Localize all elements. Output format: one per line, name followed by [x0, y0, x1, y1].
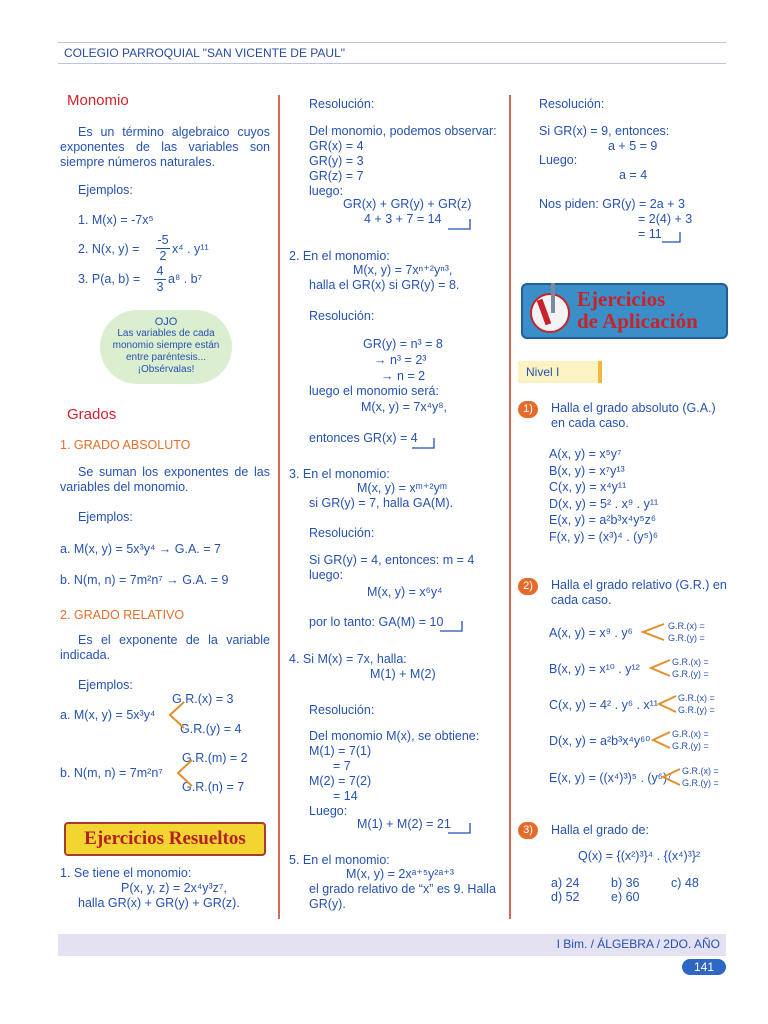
problem-5-line3: el grado relativo de “x” es 9. Halla GR(y). [309, 882, 496, 911]
problem-3-line1: 3. En el monomio: [289, 467, 390, 481]
r1-line: luego: [309, 184, 344, 198]
answer-check-icon [438, 619, 466, 633]
example-3-right: a⁸ . b⁷ [168, 272, 203, 286]
gr-b-m: G.R.(m) = 2 [182, 751, 248, 765]
r4-line: M(2) = 7(2) [309, 774, 372, 788]
example-2-num: -5 [157, 233, 169, 247]
grx-label: G.R.(x) = [682, 766, 719, 776]
r2-line3: → n = 2 [381, 369, 426, 383]
grx-label: G.R.(x) = [678, 693, 715, 703]
r3-line4: por lo tanto: GA(M) = 10 [309, 615, 444, 629]
q1-item: C(x, y) = x⁴y¹¹ [549, 480, 627, 494]
grado-relativo-definition: Es el exponente de la variable indicada. [60, 633, 270, 662]
page-header [58, 42, 726, 64]
column-divider-1 [278, 95, 280, 919]
example-3-den: 3 [156, 280, 164, 294]
example-2-left: 2. N(x, y) = [78, 242, 140, 256]
monomio-title: Monomio [67, 92, 129, 109]
r4-line: = 14 [333, 789, 358, 803]
q1-item: A(x, y) = x⁵y⁷ [549, 447, 622, 461]
gr-b-n: G.R.(n) = 7 [182, 780, 245, 794]
r5-line2: a + 5 = 9 [608, 139, 658, 153]
q2-item: A(x, y) = x⁹ . y⁶ [549, 626, 633, 640]
r1-line: GR(y) = 3 [309, 154, 364, 168]
resolucion-label: Resolución: [309, 97, 375, 111]
gr-example-a: a. M(x, y) = 5x³y⁴ [60, 708, 156, 722]
branch-arrow-icon [166, 700, 186, 730]
option-b: b) 36 [611, 876, 640, 890]
branch-arrow-icon [174, 758, 194, 788]
grados-title: Grados [67, 406, 117, 423]
page-footer [58, 934, 726, 956]
grx-label: G.R.(x) = [672, 657, 709, 667]
q1-item: F(x, y) = (x³)⁴ . (y⁵)⁶ [549, 529, 659, 544]
r5-line4: a = 4 [619, 168, 648, 182]
question-number-2: 2) [518, 578, 538, 595]
example-3-num: 4 [154, 264, 166, 280]
r5-line6: = 2(4) + 3 [638, 212, 693, 226]
banner-line1: Ejercicios [577, 287, 666, 311]
nivel-label: Nivel I [518, 361, 602, 383]
gr-ejemplos-label: Ejemplos: [78, 678, 133, 692]
problem-5-line2: M(x, y) = 2xᵃ⁺⁵y²ᵃ⁺³ [346, 867, 454, 881]
r5-line5: Nos piden: GR(y) = 2a + 3 [539, 197, 685, 211]
grx-label: G.R.(x) = [668, 621, 705, 631]
r3-line2: luego: [309, 568, 344, 582]
question-1-text: Halla el grado absoluto (G.A.) en cada caso. [551, 401, 716, 430]
ga-example-a: a. M(x, y) = 5x³y⁴ → G.A. = 7 [60, 542, 221, 556]
question-number-1: 1) [518, 401, 538, 418]
r4-result: M(1) + M(2) = 21 [357, 817, 451, 831]
r2-line4: luego el monomio será: [309, 384, 439, 398]
option-e: e) 60 [611, 890, 640, 904]
problem-1-line2: P(x, y, z) = 2x⁴y³z⁷, [121, 881, 227, 895]
gry-label: G.R.(y) = [682, 778, 719, 788]
problem-4-line2: M(1) + M(2) [370, 667, 436, 681]
r1-line: GR(z) = 7 [309, 169, 364, 183]
resolucion-label: Resolución: [309, 526, 375, 540]
banner-line2: de Aplicación [577, 309, 698, 333]
ojo-text: Las variables de cada monomio siempre están entre paréntesis... ¡Obsérvalas! [112, 328, 220, 375]
gr-example-b: b. N(m, n) = 7m²n⁷ [60, 766, 163, 780]
r5-line1: Si GR(x) = 9, entonces: [539, 124, 670, 138]
problem-2-line1: 2. En el monomio: [289, 249, 390, 263]
r4-line: M(1) = 7(1) [309, 744, 372, 758]
ejemplos-label: Ejemplos: [78, 183, 133, 197]
r1-block [309, 124, 497, 199]
question-2-text: Halla el grado relativo (G.R.) en cada caso. [551, 578, 727, 607]
ojo-note [100, 310, 232, 384]
problem-1-line3: halla GR(x) + GR(y) + GR(z). [78, 896, 240, 910]
r4-line: Luego: [309, 804, 348, 818]
q1-item: D(x, y) = 5² . x⁹ . y¹¹ [549, 496, 659, 511]
gry-label: G.R.(y) = [678, 705, 715, 715]
answer-check-icon [446, 217, 474, 231]
monomio-definition: Es un término algebraico cuyos exponentes de las variables son siempre números naturales. [60, 125, 270, 169]
example-2-den: 2 [159, 249, 167, 263]
r3-line3: M(x, y) = x⁶y⁴ [367, 585, 443, 599]
q2-item: C(x, y) = 4² . y⁶ . x¹¹ [549, 698, 658, 712]
question-3-text: Halla el grado de: [551, 823, 649, 837]
resolucion-label: Resolución: [309, 703, 375, 717]
gry-label: G.R.(y) = [672, 669, 709, 679]
column-divider-2 [509, 95, 511, 919]
branch-arrow-icon [640, 622, 666, 642]
r4-line: = 7 [333, 759, 351, 773]
r2-line1: GR(y) = n³ = 8 [363, 337, 443, 351]
grado-absoluto-heading: 1. GRADO ABSOLUTO [60, 438, 191, 452]
r5-line7: = 11 [638, 227, 662, 241]
r1-result: 4 + 3 + 7 = 14 [364, 212, 442, 226]
gr-a-y: G.R.(y) = 4 [180, 722, 242, 736]
school-name: COLEGIO PARROQUIAL "SAN VICENTE DE PAUL" [64, 46, 346, 60]
problem-3-line2: M(x, y) = xᵐ⁺²yᵐ [357, 481, 448, 495]
q2-item: E(x, y) = ((x⁴)³)⁵ . (y⁶)⁷ [549, 771, 672, 785]
example-2-right: x⁴ . y¹¹ [172, 242, 209, 256]
question-number-3: 3) [518, 822, 538, 839]
branch-arrow-icon [660, 767, 682, 787]
q2-item: B(x, y) = x¹⁰ . y¹² [549, 662, 640, 676]
grado-absoluto-definition: Se suman los exponentes de las variables del monomio. [60, 465, 270, 494]
r1-line: GR(x) = 4 [309, 139, 364, 153]
gr-a-x: G.R.(x) = 3 [172, 692, 234, 706]
problem-2-line2: M(x, y) = 7xⁿ⁺²yⁿ³, [353, 263, 453, 277]
answer-check-icon [446, 821, 474, 835]
question-3-expression: Q(x) = {(x²)³}⁴ . {(x⁴)³}² [578, 849, 701, 863]
r4-block [309, 729, 479, 819]
r4-line: Del monomio M(x), se obtiene: [309, 729, 480, 743]
ejercicios-resueltos-banner: Ejercicios Resueltos [64, 822, 266, 856]
gry-label: G.R.(y) = [668, 633, 705, 643]
resolucion-label: Resolución: [309, 309, 375, 323]
r2-line2: → n³ = 2³ [374, 353, 427, 367]
option-a: a) 24 [551, 876, 580, 890]
r2-line6: entonces GR(x) = 4 [309, 431, 418, 445]
ejercicios-aplicacion-banner [521, 283, 728, 339]
problem-2-line3: halla el GR(x) si GR(y) = 8. [309, 278, 460, 292]
example-1: 1. M(x) = -7x⁵ [78, 213, 154, 227]
r1-line: Del monomio, podemos observar: [309, 124, 497, 138]
answer-check-icon [410, 436, 438, 450]
gry-label: G.R.(y) = [672, 741, 709, 751]
example-3-left: 3. P(a, b) = [78, 272, 141, 286]
problem-1-line1: 1. Se tiene el monomio: [60, 866, 192, 880]
resolucion-label: Resolución: [539, 97, 605, 111]
problem-4-line1: 4. Si M(x) = 7x, halla: [289, 652, 407, 666]
ga-example-b: b. N(m, n) = 7m²n⁷ → G.A. = 9 [60, 573, 229, 587]
calculator-tools-icon [527, 279, 573, 339]
q2-item: D(x, y) = a²b³x⁴y⁶⁰ [549, 734, 651, 748]
ga-ejemplos-label: Ejemplos: [78, 510, 133, 524]
r3-line1: Si GR(y) = 4, entonces: m = 4 [309, 553, 475, 567]
option-c: c) 48 [671, 876, 699, 890]
q1-items [549, 446, 658, 545]
footer-text: I Bim. / ÁLGEBRA / 2DO. AÑO [556, 937, 720, 951]
q1-item: E(x, y) = a²b³x⁴y⁵z⁶ [549, 513, 657, 527]
answer-check-icon [660, 230, 684, 244]
q1-item: B(x, y) = x⁷y¹³ [549, 463, 625, 478]
page-number: 141 [682, 959, 726, 975]
problem-5-line1: 5. En el monomio: [289, 853, 390, 867]
branch-arrow-icon [656, 694, 678, 714]
r1-sum: GR(x) + GR(y) + GR(z) [343, 197, 472, 211]
grado-relativo-heading: 2. GRADO RELATIVO [60, 608, 185, 622]
branch-arrow-icon [648, 658, 672, 678]
branch-arrow-icon [650, 730, 672, 750]
r5-line3: Luego: [539, 153, 578, 167]
r2-line5: M(x, y) = 7x⁴y⁸, [361, 400, 447, 414]
grx-label: G.R.(x) = [672, 729, 709, 739]
option-d: d) 52 [551, 890, 580, 904]
ojo-title: OJO [154, 316, 178, 328]
problem-3-line3: si GR(y) = 7, halla GA(M). [309, 496, 454, 510]
